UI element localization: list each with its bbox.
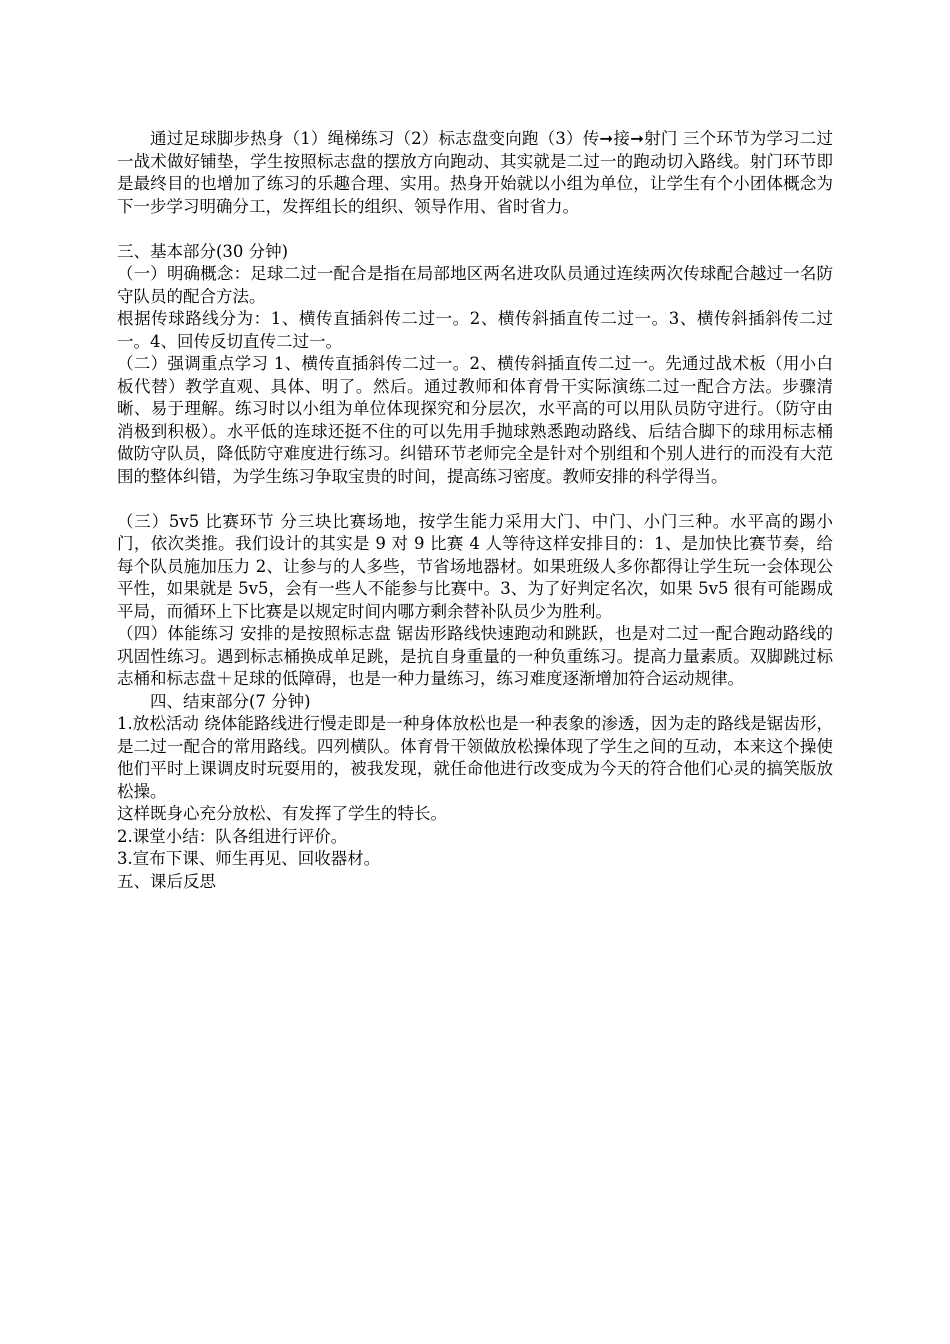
blank-line bbox=[117, 488, 833, 511]
paragraph-concept: （一）明确概念：足球二过一配合是指在局部地区两名进攻队员通过连续两次传球配合越过一名防守队员的配合方法。 bbox=[117, 264, 833, 306]
section-heading-basic: 三、基本部分(30 分钟) bbox=[117, 241, 289, 261]
intro-paragraph: 通过足球脚步热身（1）绳梯练习（2）标志盘变向跑（3）传➞接➞射门 三个环节为学习二过一战术做好铺垫，学生按照标志盘的摆放方向跑动、其实就是二过一的跑动切入路线。射门环节即是最终目的也增加了练习的乐趣合理、实用。热身开始就以小组为单位，让学生有个小团体概念为下一步学习明确分工，发挥组长的组织、领导作用、省时省力。 bbox=[117, 129, 833, 216]
paragraph-key-learning: （二）强调重点学习 1、横传直插斜传二过一。2、横传斜插直传二过一。先通过战术板（用小白板代替）教学直观、具体、明了。然后。通过教师和体育骨干实际演练二过一配合方法。步骤清晰、易于理解。练习时以小组为单位体现探究和分层次，水平高的可以用队员防守进行。（防守由消极到积极）。水平低的连球还挺不住的可以先用手抛球熟悉跑动路线、后结合脚下的球用标志桶做防守队员，降低防守难度进行练习。纠错环节老师完全是针对个别组和个别人进行的而没有大范围的整体纠错，为学生练习争取宝贵的时间，提高练习密度。教师安排的科学得当。 bbox=[117, 354, 833, 486]
paragraph-fitness: （四）体能练习 安排的是按照标志盘 锯齿形路线快速跑动和跳跃，也是对二过一配合跑动路线的巩固性练习。遇到标志桶换成单足跳，是抗自身重量的一种负重练习。提高力量素质。双脚跳过标志桶和标志盘＋足球的低障碍，也是一种力量练习，练习难度逐渐增加符合运动规律。 bbox=[117, 624, 833, 688]
section-heading-ending: 四、结束部分(7 分钟) bbox=[150, 691, 311, 711]
paragraph-match: （三）5v5 比赛环节 分三块比赛场地，按学生能力采用大门、中门、小门三种。水平高的踢小门，依次类推。我们设计的其实是 9 对 9 比赛 4 人等待这样安排目的：1、是加快比赛节奏，给每个队员施加压力 2、让参与的人多些，节省场地器材。如果班级人多你都得让学生玩一会体现公平性，如果就是 5v5，会有一些人不能参与比赛中。3、为了好判定名次，如果 5v5 很有可能踢成平局，而循环上下比赛是以规定时间内哪方剩余替补队员少为胜利。 bbox=[117, 511, 833, 621]
blank-line bbox=[117, 218, 833, 241]
paragraph-relax: 1.放松活动 绕体能路线进行慢走即是一种身体放松也是一种表象的渗透，因为走的路线是锯齿形，是二过一配合的常用路线。四列横队。体育骨干领做放松操体现了学生之间的互动，本来这个操使他们平时上课调皮时玩耍用的，被我发现，就任命他进行改变成为今天的符合他们心灵的搞笑版放松操。 bbox=[117, 714, 833, 801]
section-heading-reflection: 五、课后反思 bbox=[117, 871, 216, 891]
document-body bbox=[117, 128, 833, 893]
paragraph-relax-summary: 这样既身心充分放松、有发挥了学生的特长。 bbox=[117, 804, 447, 823]
paragraph-dismiss: 3.宣布下课、师生再见、回收器材。 bbox=[117, 849, 381, 868]
paragraph-class-summary: 2.课堂小结：队各组进行评价。 bbox=[117, 826, 348, 846]
paragraph-pass-routes: 根据传球路线分为：1、横传直插斜传二过一。2、横传斜插直传二过一。3、横传斜插斜传二过一。4、回传反切直传二过一。 bbox=[117, 309, 833, 351]
